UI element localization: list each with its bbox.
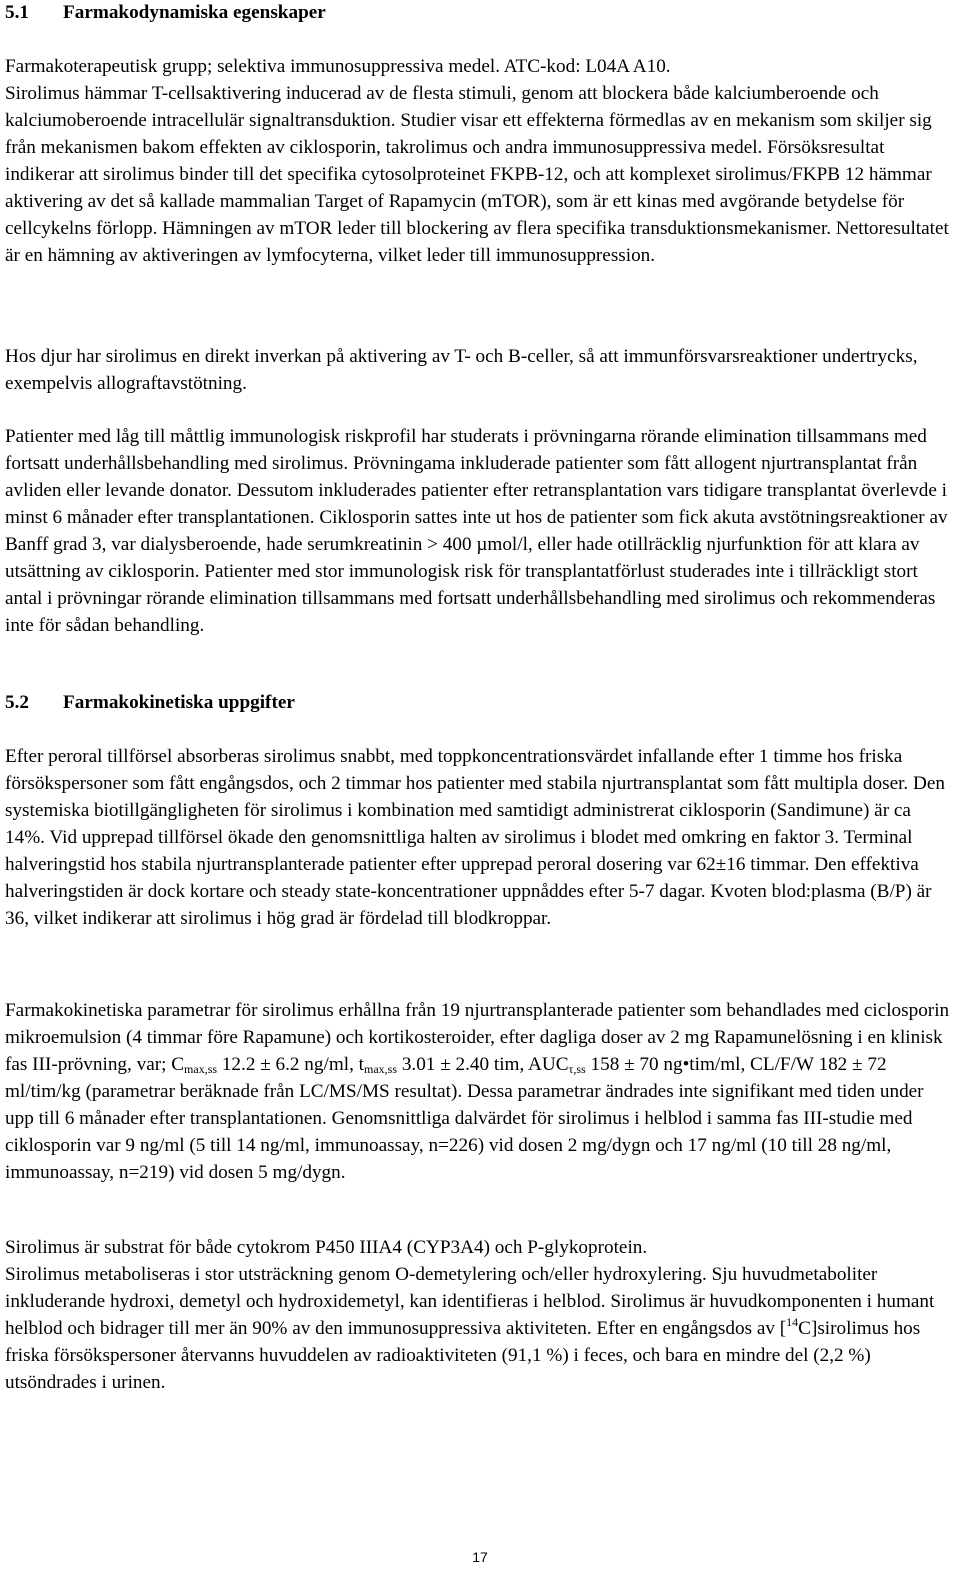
section-title: Farmakokinetiska uppgifter: [63, 692, 295, 713]
paragraph-atc: Farmakoterapeutisk grupp; selektiva immunosuppressiva medel. ATC-kod: L04A A10.: [5, 56, 671, 77]
paragraph-absorption: Efter peroral tillförsel absorberas sirolimus snabbt, med toppkoncentrationsvärdet infallande efter 1 timme hos friska försökspersoner som fått engångsdos, och 2 timmar hos patienter med stabila njurtransplantat som fått multipla doser. Den systemiska biotillgängligheten för sirolimus i kombination med samtidigt administrerat ciklosporin (Sandimune) är ca 14%. Vid upprepad tillförsel ökade den genomsnittliga halten av sirolimus i blodet med omkring en faktor 3. Terminal halveringstid hos stabila njurtransplanterade patienter efter upprepad peroral dosering var 62±16 timmar. Den effektiva halveringstiden är dock kortare och steady state-koncentrationer uppnåddes efter 5-7 dagar. Kvoten blod:plasma (B/P) är 36, vilket indikerar att sirolimus i hög grad är fördelad till blodkroppar.: [5, 746, 945, 929]
metabolism-body: Sirolimus metaboliseras i stor utsträckning genom O-demetylering och/eller hydroxylering. Sju huvudmetaboliter inkluderande hydroxi, demetyl och hydroxidemetyl, kan identifieras i helblod. Sirolimus är huvudkomponenten i humant helblod och bidrager till mer än 90% av den immunosuppressiva aktiviteten. Efter en engångsdos av [$^{14}$C]sirolimus hos friska försökspersoner återvanns huvuddelen av radioaktiviteten (91,1 %) i feces, och bara en mindre del (2,2 %) utsöndrades i urinen.: [5, 1264, 935, 1393]
paragraph-mechanism: Sirolimus hämmar T-cellsaktivering inducerad av de flesta stimuli, genom att blockera både kalciumberoende och kalciumoberoende intracellulär signaltransduktion. Studier visar ett effekterna förmedlas av en mekanism som skiljer sig från mekanismen bakom effekten av ciklosporin, takrolimus och andra immunosuppressiva medel. Försöksresultat indikerar att sirolimus binder till det specifika cytosolproteinet FKPB-12, och att komplexet sirolimus/FKPB 12 hämmar aktivering av det så kallade mammalian Target of Rapamycin (mTOR), som är ett kinas med avgörande betydelse för cellcykelns förlopp. Hämningen av mTOR leder till blockering av flera specifika transduktionsmekanismer. Nettoresultatet är en hämning av aktiveringen av lymfocyterna, vilket leder till immunosuppression.: [5, 83, 949, 266]
section-number: 5.1: [5, 2, 29, 23]
page-number: 17: [472, 1549, 488, 1565]
section-heading-5-1: [5, 0, 955, 26]
paragraph-patient-studies: Patienter med låg till måttlig immunologisk riskprofil har studerats i prövningarna rörande elimination tillsammans med fortsatt underhållsbehandling med sirolimus. Prövningama inkluderade patienter som fått allogent njurtransplantat från avliden eller levande donator. Dessutom inkluderades patienter efter retransplantation vars tidigare transplantat överlevde i minst 6 månader efter transplantationen. Ciklosporin sattes inte ut hos de patienter som fick akuta avstötningsreaktioner av Banff grad 3, var dialysberoende, hade serumkreatinin > 400 µmol/l, eller hade otillräcklig njurfunktion för att klara av utsättning av ciklosporin. Patienter med stor immunologisk risk för transplantatförlust studerades inte i tillräckligt stort antal i prövningar rörande elimination tillsammans med fortsatt underhållsbehandling med sirolimus och rekommenderas inte för sådan behandling.: [5, 426, 948, 636]
section-title: Farmakodynamiska egenskaper: [63, 2, 326, 23]
section-number: 5.2: [5, 692, 29, 713]
paragraph-metabolism: [5, 1234, 955, 1396]
paragraph-animal-studies: Hos djur har sirolimus en direkt inverkan på aktivering av T- och B-celler, så att immunförsvarsreaktioner undertrycks, exempelvis allograftavstötning.: [5, 346, 918, 394]
metabolism-first-line: Sirolimus är substrat för både cytokrom P450 IIIA4 (CYP3A4) och P-glykoprotein.: [5, 1237, 648, 1258]
paragraph-pk-parameters: Farmakokinetiska parametrar för sirolimus erhållna från 19 njurtransplanterade patienter som behandlades med ciclosporin mikroemulsion (4 timmar före Rapamune) och kortikosteroider, efter dagliga doser av 2 mg Rapamunelösning i en klinisk fas III-prövning, var; $C_{max,ss}$ 12.2 ± 6.2 ng/ml, $t_{max,ss}$ 3.01 ± 2.40 tim, $AUC_{\tau,ss}$ 158 ± 70 ng•tim/ml, CL/F/W 182 ± 72 ml/tim/kg (parametrar beräknade från LC/MS/MS resultat). Dessa parametrar ändrades inte signifikant med tiden under upp till 6 månader efter transplantationen. Genomsnittliga dalvärdet för sirolimus i helblod i samma fas III-studie med ciklosporin var 9 ng/ml (5 till 14 ng/ml, immunoassay, n=226) vid dosen 2 mg/dygn och 17 ng/ml (10 till 28 ng/ml, immunoassay, n=219) vid dosen 5 mg/dygn.: [5, 1000, 950, 1183]
section-heading-5-2: [5, 689, 955, 716]
